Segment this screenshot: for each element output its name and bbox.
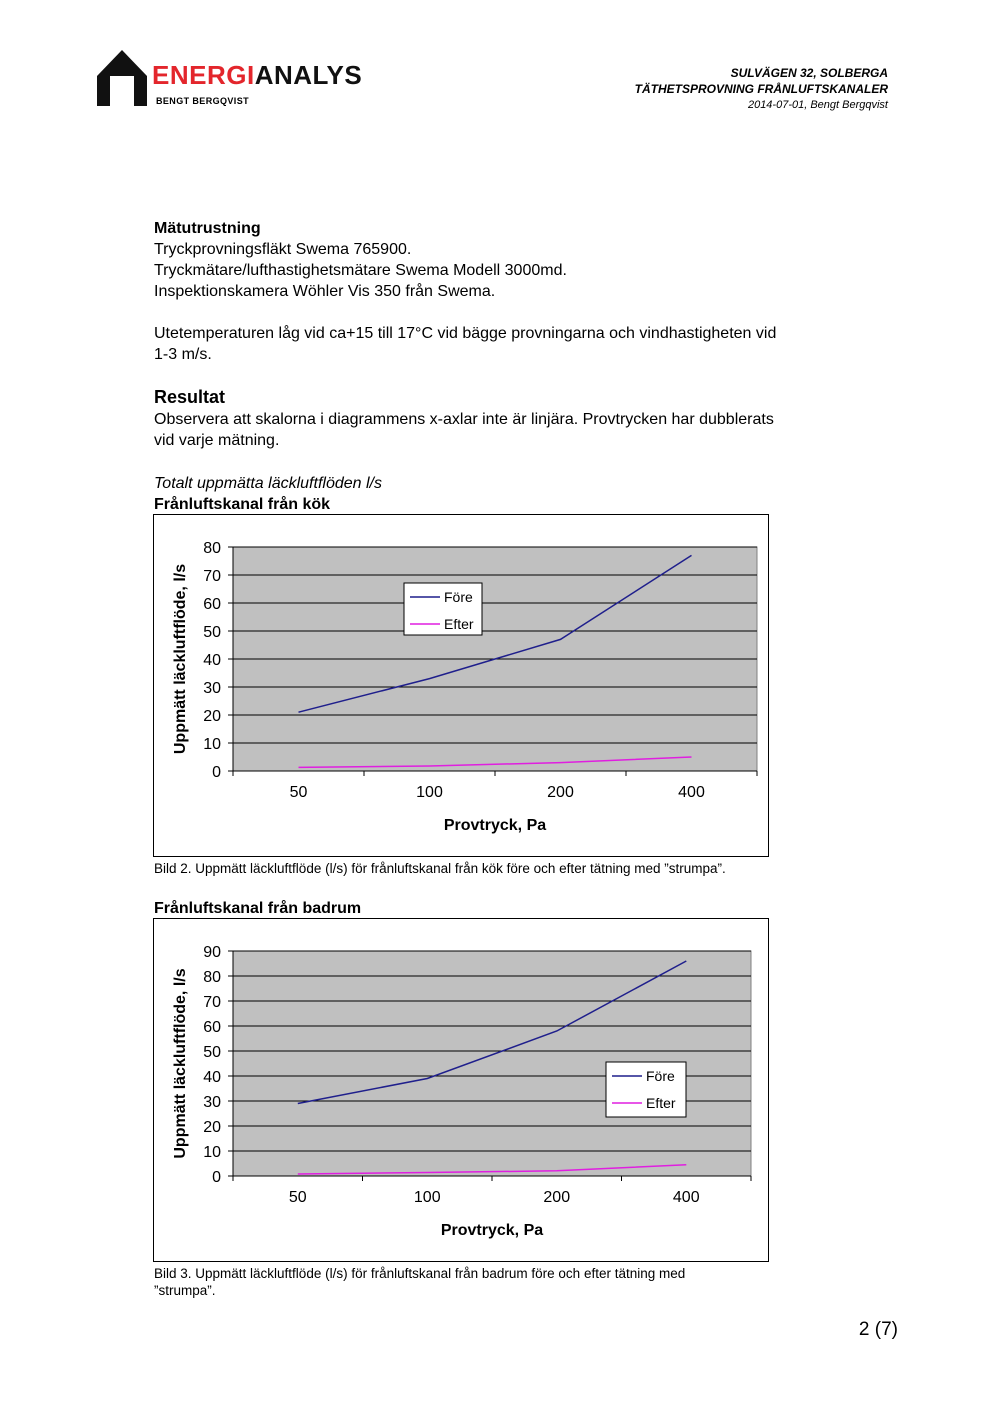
x-tick-label: 100 [416, 784, 443, 801]
x-tick-label: 200 [543, 1189, 571, 1206]
results-text-line: vid varje mätning. [154, 432, 280, 449]
equipment-line: Inspektionskamera Wöhler Vis 350 från Swema. [154, 283, 496, 300]
y-tick-label: 10 [203, 736, 221, 753]
y-tick-label: 0 [212, 764, 221, 781]
header-title: TÄTHETSPROVNING FRÅNLUFTSKANALER [634, 82, 888, 96]
legend-label: Före [444, 589, 473, 605]
x-tick-label: 50 [288, 1189, 307, 1206]
y-tick-label: 50 [203, 624, 221, 641]
chart-bathroom [153, 918, 769, 1262]
y-tick-label: 30 [203, 680, 221, 697]
y-tick-label: 70 [203, 568, 221, 585]
equipment-line: Tryckprovningsfläkt Swema 765900. [154, 241, 412, 258]
y-tick-label: 70 [203, 994, 221, 1011]
y-axis-label: Uppmätt läckluftflöde, l/s [172, 563, 189, 755]
page-number: 2 (7) [858, 1319, 898, 1340]
x-tick-label: 400 [678, 784, 705, 801]
section-heading-kitchen: Frånluftskanal från kök [154, 496, 331, 513]
caption-bathroom-line: ”strumpa”. [154, 1283, 216, 1298]
equipment-heading: Mätutrustning [154, 220, 261, 237]
y-tick-label: 60 [203, 596, 221, 613]
weather-text-line: Utetemperaturen låg vid ca+15 till 17°C vid bägge provningarna och vindhastigheten vid [154, 325, 777, 342]
legend-label: Efter [646, 1095, 676, 1111]
x-axis-label: Provtryck, Pa [440, 1222, 544, 1239]
brand-logotype: ENERGIANALYS [152, 60, 363, 90]
y-tick-label: 80 [203, 540, 221, 557]
header-address: SULVÄGEN 32, SOLBERGA [730, 66, 888, 80]
legend-label: Efter [444, 616, 474, 632]
results-text-line: Observera att skalorna i diagrammens x-axlar inte är linjära. Provtrycken har dubblerats [154, 411, 774, 428]
y-tick-label: 0 [212, 1169, 221, 1186]
x-tick-label: 400 [672, 1189, 700, 1206]
y-tick-label: 10 [203, 1144, 221, 1161]
y-tick-label: 60 [203, 1019, 221, 1036]
y-axis-label: Uppmätt läckluftflöde, l/s [172, 968, 189, 1159]
chart-svg [154, 515, 768, 856]
chart-kitchen [153, 514, 769, 857]
y-tick-label: 20 [203, 708, 221, 725]
y-tick-label: 40 [203, 652, 221, 669]
section-heading-bathroom: Frånluftskanal från badrum [154, 900, 362, 917]
y-tick-label: 50 [203, 1044, 221, 1061]
x-axis-label: Provtryck, Pa [443, 817, 547, 834]
y-tick-label: 90 [203, 944, 221, 961]
header-date-author: 2014-07-01, Bengt Bergqvist [747, 99, 888, 111]
x-tick-label: 50 [289, 784, 308, 801]
results-subtitle: Totalt uppmätta läckluftflöden l/s [154, 475, 382, 492]
x-tick-label: 100 [413, 1189, 441, 1206]
caption-kitchen: Bild 2. Uppmätt läckluftflöde (l/s) för frånluftskanal från kök före och efter tätning med ”strumpa”. [154, 861, 726, 876]
brand-subtitle: BENGT BERGQVIST [156, 96, 250, 106]
legend-label: Före [646, 1068, 675, 1084]
equipment-line: Tryckmätare/lufthastighetsmätare Swema Modell 3000md. [154, 262, 567, 279]
chart-svg [154, 919, 768, 1261]
caption-bathroom-line: Bild 3. Uppmätt läckluftflöde (l/s) för frånluftskanal från badrum före och efter tätning med [154, 1266, 686, 1281]
x-tick-label: 200 [547, 784, 574, 801]
y-tick-label: 80 [203, 969, 221, 986]
y-tick-label: 40 [203, 1069, 221, 1086]
results-heading: Resultat [154, 387, 226, 407]
y-tick-label: 30 [203, 1094, 221, 1111]
y-tick-label: 20 [203, 1119, 221, 1136]
weather-text-line: 1-3 m/s. [154, 346, 212, 363]
